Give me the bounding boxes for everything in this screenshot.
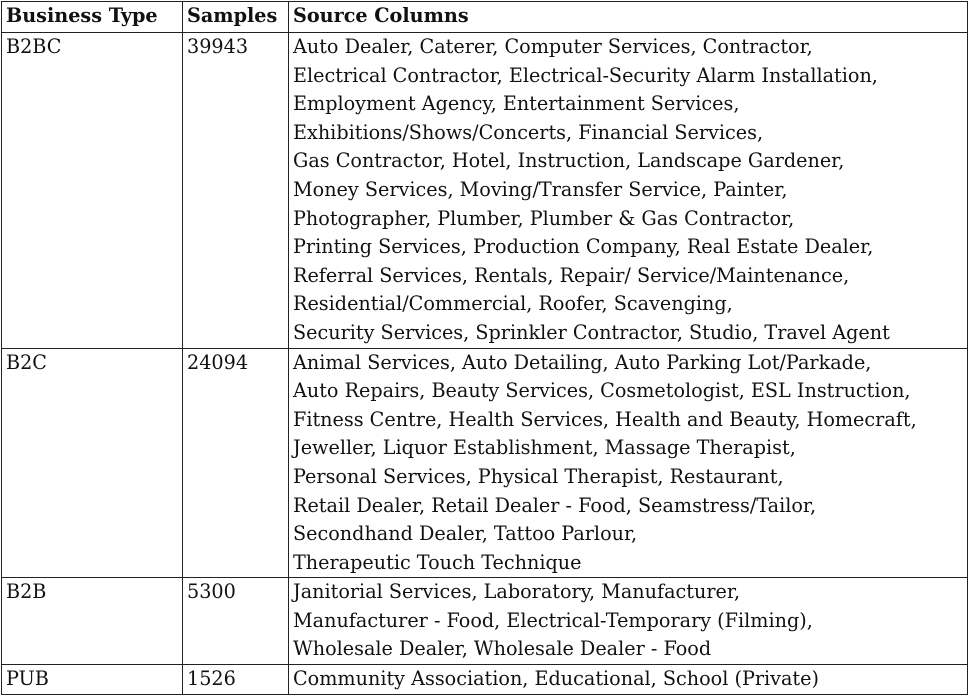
source-line: Printing Services, Production Company, Real Estate Dealer,	[293, 235, 874, 259]
business-type-cell: B2C	[2, 348, 183, 578]
header-business-type: Business Type	[2, 2, 183, 33]
table-row	[2, 348, 968, 578]
source-line: Fitness Centre, Health Services, Health and Beauty, Homecraft,	[293, 407, 917, 431]
source-columns-cell	[289, 33, 968, 349]
source-columns-cell	[289, 348, 968, 578]
source-line: Residential/Commercial, Roofer, Scavenging,	[293, 292, 733, 316]
samples-cell: 39943	[183, 33, 289, 349]
samples-cell: 5300	[183, 578, 289, 665]
samples-cell: 24094	[183, 348, 289, 578]
source-columns-cell	[289, 665, 968, 695]
source-line: Electrical Contractor, Electrical-Security Alarm Installation,	[293, 63, 878, 87]
source-line: Referral Services, Rentals, Repair/ Service/Maintenance,	[293, 263, 850, 287]
source-line: Auto Dealer, Caterer, Computer Services, Contractor,	[293, 35, 813, 58]
source-line: Gas Contractor, Hotel, Instruction, Landscape Gardener,	[293, 149, 845, 173]
header-source-columns: Source Columns	[289, 2, 968, 33]
source-line: Janitorial Services, Laboratory, Manufacturer,	[293, 580, 741, 604]
business-type-cell: B2BC	[2, 33, 183, 349]
source-line: Personal Services, Physical Therapist, Restaurant,	[293, 464, 784, 488]
source-line: Employment Agency, Entertainment Services,	[293, 92, 740, 116]
source-line: Wholesale Dealer, Wholesale Dealer - Food	[293, 637, 712, 661]
business-type-table	[1, 1, 968, 695]
header-samples: Samples	[183, 2, 289, 33]
source-line: Manufacturer - Food, Electrical-Temporary (Filming),	[293, 608, 813, 632]
source-line: Exhibitions/Shows/Concerts, Financial Services,	[293, 120, 764, 144]
source-line: Animal Services, Auto Detailing, Auto Parking Lot/Parkade,	[293, 350, 872, 374]
source-line: Jeweller, Liquor Establishment, Massage Therapist,	[293, 436, 796, 460]
table-row	[2, 33, 968, 349]
source-line: Secondhand Dealer, Tattoo Parlour,	[293, 522, 638, 546]
source-line: Money Services, Moving/Transfer Service, Painter,	[293, 177, 788, 201]
source-line: Therapeutic Touch Technique	[293, 550, 582, 574]
table-row	[2, 665, 968, 695]
business-type-cell: B2B	[2, 578, 183, 665]
header-row	[2, 2, 968, 33]
source-line: Auto Repairs, Beauty Services, Cosmetologist, ESL Instruction,	[293, 379, 911, 403]
source-line: Retail Dealer, Retail Dealer - Food, Seamstress/Tailor,	[293, 493, 817, 517]
business-type-cell: PUB	[2, 665, 183, 695]
source-line: Community Association, Educational, School (Private)	[293, 667, 819, 691]
source-columns-cell	[289, 578, 968, 665]
source-line: Security Services, Sprinkler Contractor, Studio, Travel Agent	[293, 320, 890, 344]
table-row	[2, 578, 968, 665]
source-line: Photographer, Plumber, Plumber & Gas Contractor,	[293, 206, 795, 230]
samples-cell: 1526	[183, 665, 289, 695]
